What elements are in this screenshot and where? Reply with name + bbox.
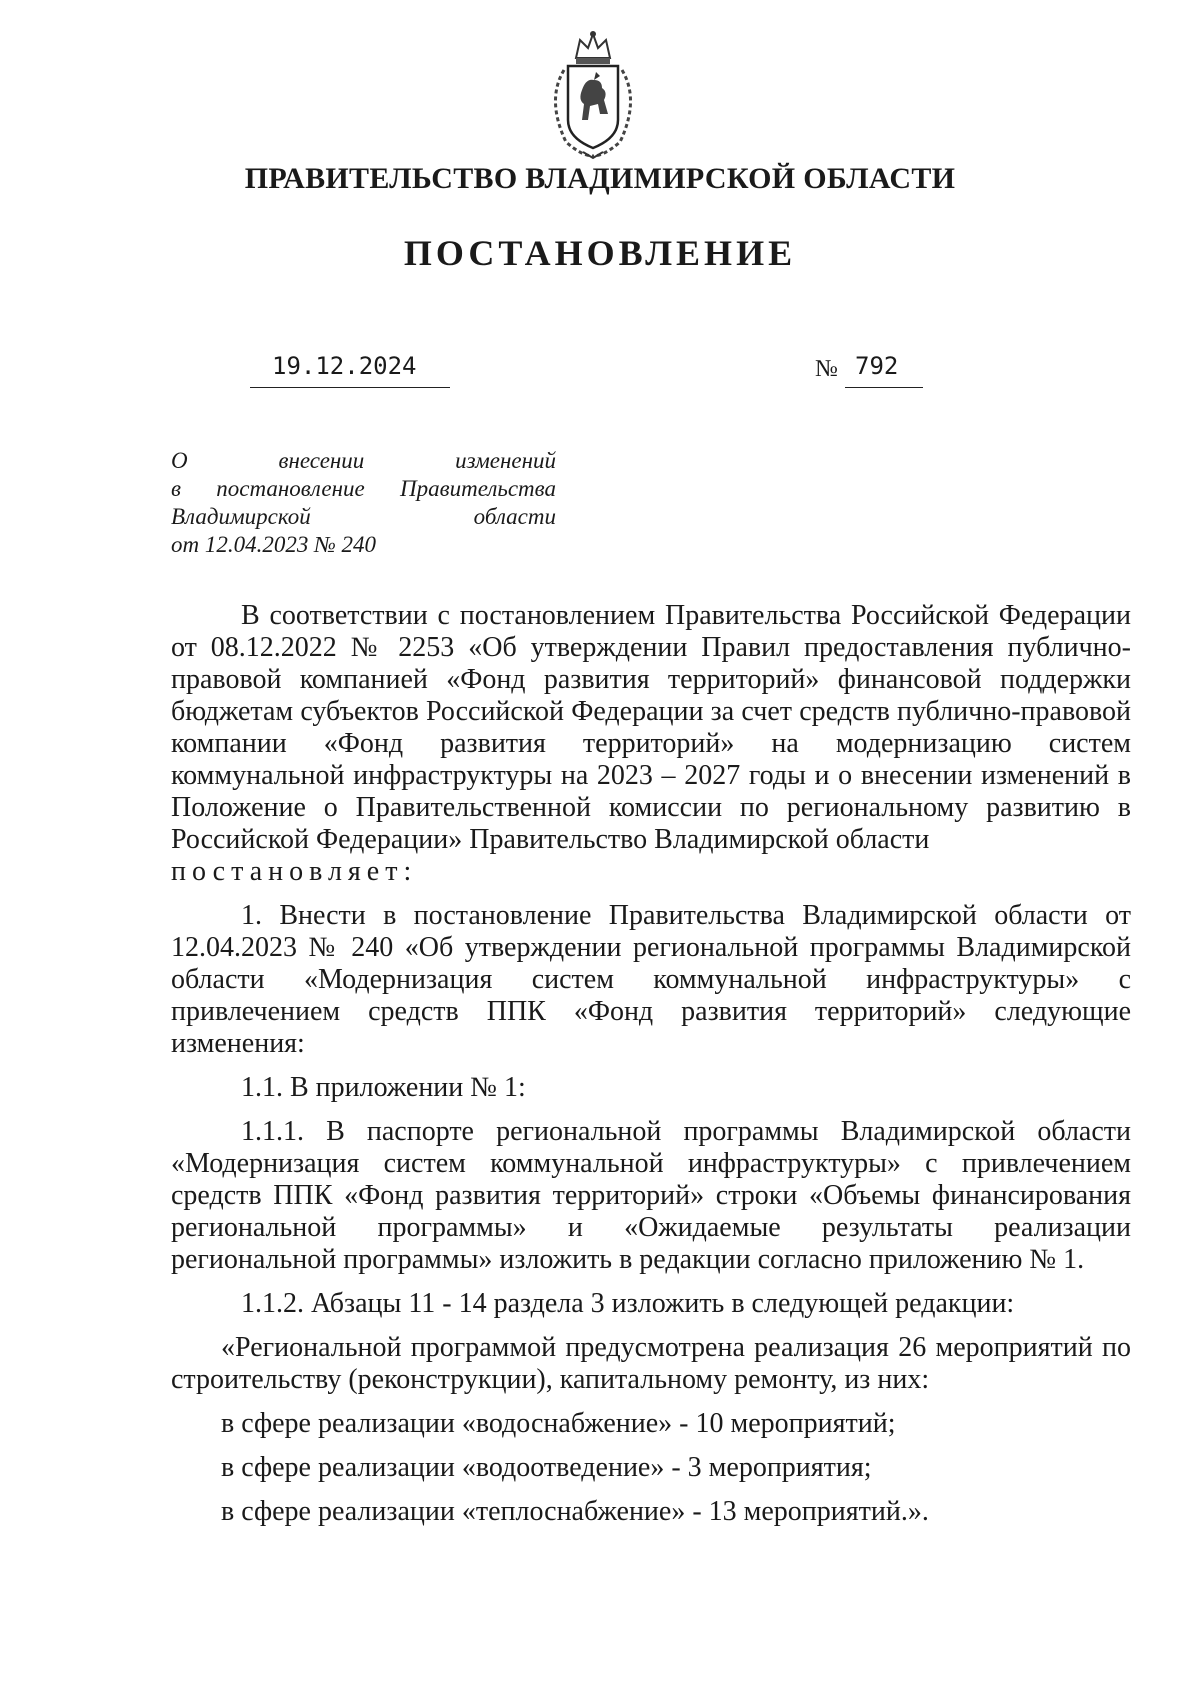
document-type: ПОСТАНОВЛЕНИЕ [403, 233, 797, 273]
decree-word: постановляет: [171, 856, 418, 887]
decree-word-paragraph [171, 856, 1131, 888]
quote-paragraph-4: в сфере реализации «теплоснабжение» - 13 мероприятий.». [221, 1496, 929, 1527]
paragraph-1-1-1: 1.1.1. В паспорте региональной программы Владимирской области «Модернизация систем коммунальной инфраструктуры» с привлечением средств ППК «Фонд развития территорий» строки «Объемы финансирования региональной программы» и «Ожидаемые результаты реализации региональной программы» изложить в редакции согласно приложению № 1. [171, 1116, 1131, 1275]
quote-paragraph-1: «Региональной программой предусмотрена реализация 26 мероприятий по строительству (реконструкции), капитальному ремонту, из них: [171, 1332, 1131, 1395]
preamble-paragraph: В соответствии с постановлением Правительства Российской Федерации от 08.12.2022 № 2253 «Об утверждении Правил предоставления публично-правовой компанией «Фонд развития территорий» финансовой поддержки бюджетам субъектов Российской Федерации за счет средств публично-правовой компании «Фонд развития территорий» на модернизацию систем коммунальной инфраструктуры на 2023 – 2027 годы и о внесении изменений в Положение о Правительственной комиссии по региональному развитию в Российской Федерации» Правительство Владимирской области [171, 600, 1131, 855]
paragraph-1: 1. Внести в постановление Правительства Владимирской области от 12.04.2023 № 240 «Об утверждении региональной программы Владимирской области «Модернизация систем коммунальной инфраструктуры» с привлечением средств ППК «Фонд развития территорий» следующие изменения: [171, 900, 1131, 1059]
government-name: ПРАВИТЕЛЬСТВО ВЛАДИМИРСКОЙ ОБЛАСТИ [244, 162, 956, 195]
number-underline [845, 387, 923, 388]
quote-paragraph-3: в сфере реализации «водоотведение» - 3 мероприятия; [221, 1452, 872, 1483]
subject-line-3: Владимирской области [171, 504, 556, 529]
subject-line-2: в постановление Правительства [171, 476, 556, 501]
document-subject [171, 447, 556, 559]
document-number: 792 [855, 352, 899, 380]
paragraph-1-1: 1.1. В приложении № 1: [241, 1072, 526, 1103]
subject-line-1: О внесении изменений [171, 448, 556, 473]
document-body [171, 600, 1131, 1528]
document-date: 19.12.2024 [272, 352, 417, 380]
paragraph-1-1-2: 1.1.2. Абзацы 11 - 14 раздела 3 изложить в следующей редакции: [241, 1288, 1015, 1319]
subject-line-4: от 12.04.2023 № 240 [171, 532, 377, 557]
number-sign: № [815, 356, 838, 382]
coat-of-arms-icon [538, 30, 648, 160]
quote-paragraph-2: в сфере реализации «водоснабжение» - 10 мероприятий; [221, 1408, 896, 1439]
date-underline [250, 387, 450, 388]
